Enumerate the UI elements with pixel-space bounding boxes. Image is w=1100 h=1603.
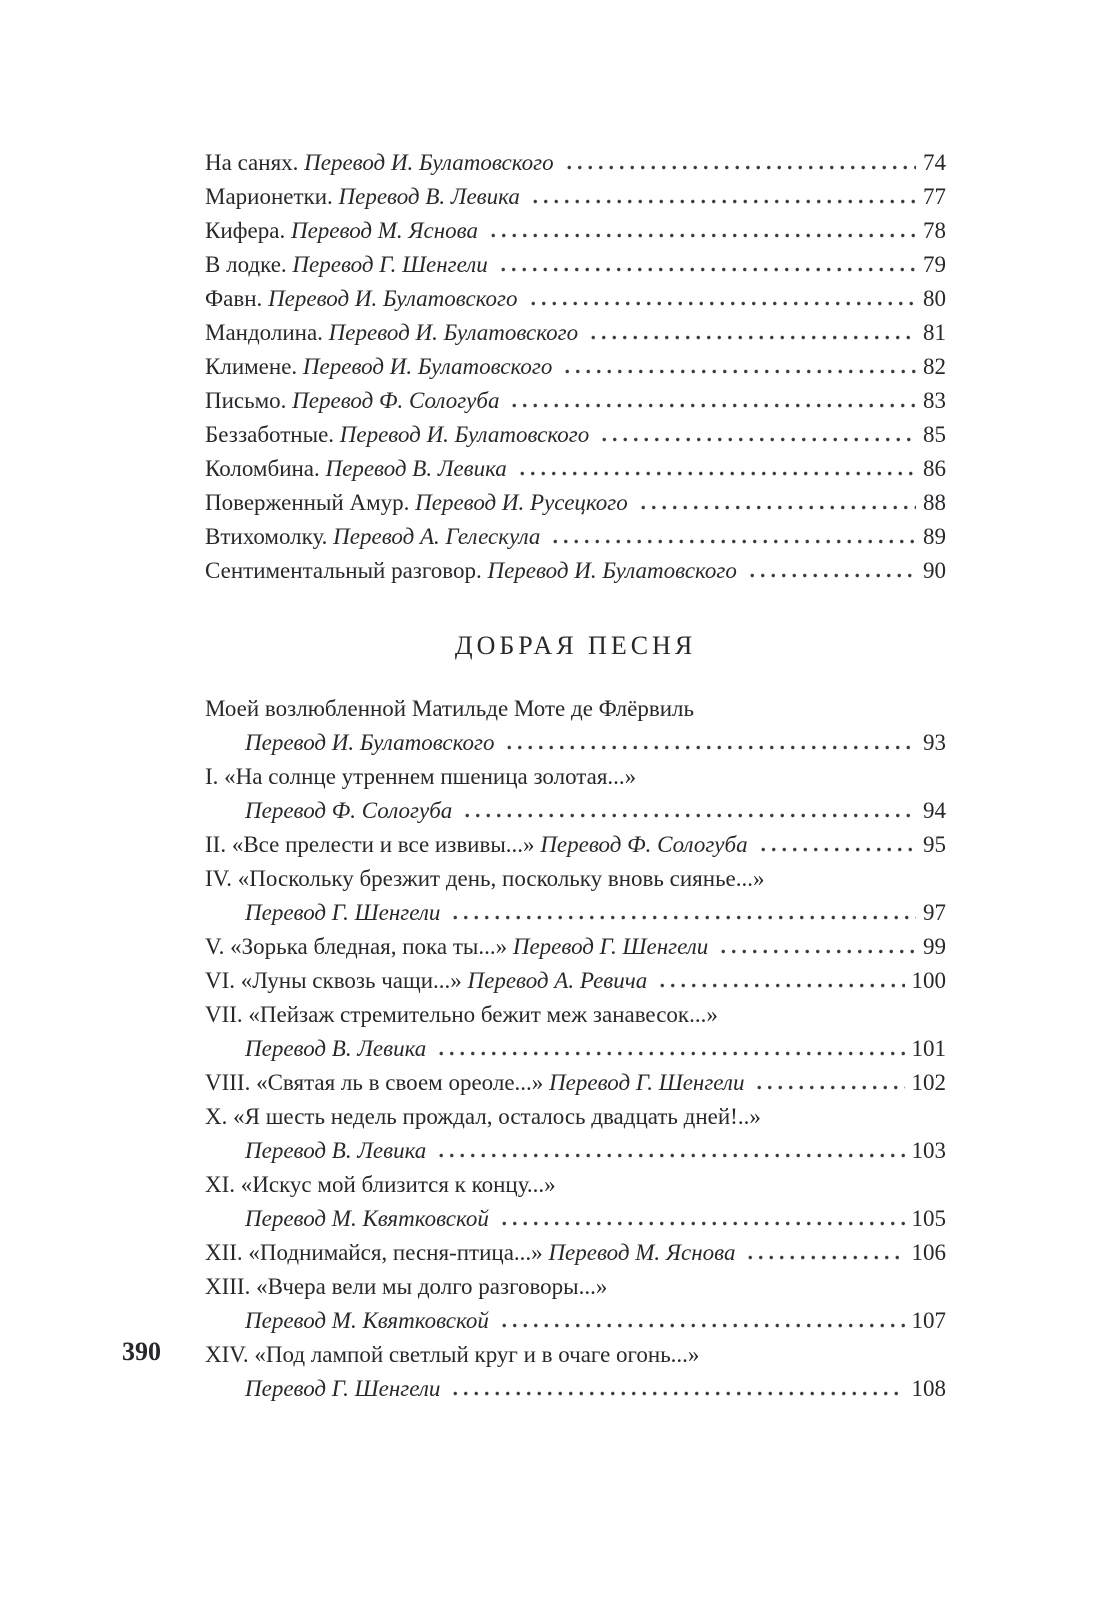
toc-entry [205, 554, 946, 588]
entry-page-number: 106 [911, 1240, 946, 1265]
entry-translator: Перевод М. Квятковской [245, 1308, 489, 1333]
dot-leader [548, 520, 916, 554]
entry-title: Письмо. [205, 388, 287, 413]
entry-translator: Перевод И. Булатовского [302, 354, 553, 379]
entry-title: Беззаботные. [205, 422, 335, 447]
entry-title: Поверженный Амур. [205, 490, 410, 515]
toc-entry [205, 692, 946, 760]
entry-text [205, 146, 554, 180]
entry-page-number: 79 [923, 252, 946, 277]
entry-text [205, 554, 737, 588]
entry-text [205, 930, 708, 964]
entry-translator: Перевод Г. Шенгели [292, 252, 488, 277]
entry-title: Климене. [205, 354, 298, 379]
entry-title: VI. «Луны сквозь чащи...» [205, 968, 462, 993]
entry-translator: Перевод Ф. Сологуба [540, 832, 748, 857]
section-heading: ДОБРАЯ ПЕСНЯ [454, 631, 697, 660]
toc-entry [205, 384, 946, 418]
toc-entry [205, 862, 946, 930]
entry-translator: Перевод Г. Шенгели [549, 1070, 745, 1095]
entry-title: X. «Я шесть недель прождал, осталось двадцать дней!..» [205, 1104, 761, 1129]
toc-entry [205, 760, 946, 828]
entry-translator: Перевод М. Квятковской [245, 1206, 489, 1231]
entry-page-number: 108 [911, 1376, 946, 1401]
entry-text [245, 726, 494, 760]
entry-text [205, 452, 507, 486]
entry-continuation [205, 896, 946, 930]
entry-continuation [205, 1032, 946, 1066]
dot-leader [528, 180, 916, 214]
dot-leader [448, 1372, 904, 1406]
entry-page-number: 83 [923, 388, 946, 413]
entry-title: В лодке. [205, 252, 287, 277]
entry-page-number: 94 [923, 798, 946, 823]
toc-entry [205, 1236, 946, 1270]
entry-text [205, 180, 520, 214]
entry-page-number: 86 [923, 456, 946, 481]
entry-text [205, 486, 628, 520]
entry-title: Сентиментальный разговор. [205, 558, 482, 583]
entry-page-number: 81 [923, 320, 946, 345]
entry-page-number: 80 [923, 286, 946, 311]
entry-text [205, 520, 540, 554]
entry-translator: Перевод М. Яснова [548, 1240, 736, 1265]
entry-translator: Перевод И. Булатовского [268, 286, 518, 311]
entry-title: Фавн. [205, 286, 263, 311]
dot-leader [434, 1032, 904, 1066]
entry-translator: Перевод Г. Шенгели [245, 900, 441, 925]
dot-leader [756, 828, 916, 862]
entry-page-number: 82 [923, 354, 946, 379]
entry-text [205, 1066, 744, 1100]
dot-leader [496, 248, 916, 282]
entry-continuation [205, 794, 946, 828]
entry-text [245, 1372, 440, 1406]
toc-entry [205, 146, 946, 180]
entry-page-number: 97 [923, 900, 946, 925]
entry-translator: Перевод Ф. Сологуба [245, 798, 453, 823]
entry-text [205, 964, 647, 998]
entry-text [205, 418, 589, 452]
dot-leader [752, 1066, 904, 1100]
toc-entry [205, 282, 946, 316]
toc-content [205, 146, 946, 1406]
entry-title: На санях. [205, 150, 299, 175]
entry-text [245, 896, 440, 930]
entry-continuation [205, 1134, 946, 1168]
entry-page-number: 100 [911, 968, 946, 993]
entry-text [205, 828, 748, 862]
entry-title: XII. «Поднимайся, песня-птица...» [205, 1240, 543, 1265]
page-folio: 390 [122, 1337, 161, 1366]
entry-title: Кифера. [205, 218, 286, 243]
entry-translator: Перевод И. Булатовского [487, 558, 737, 583]
entry-text [245, 1032, 426, 1066]
toc-entry [205, 316, 946, 350]
entry-page-number: 105 [911, 1206, 946, 1231]
entry-translator: Перевод И. Булатовского [304, 150, 554, 175]
entry-text [245, 794, 452, 828]
dot-leader [586, 316, 916, 350]
dot-leader [597, 418, 916, 452]
entry-translator: Перевод И. Булатовского [328, 320, 579, 345]
entry-text [245, 1134, 426, 1168]
entry-page-number: 101 [911, 1036, 946, 1061]
entry-page-number: 78 [923, 218, 946, 243]
entry-translator: Перевод И. Булатовского [339, 422, 590, 447]
toc-entry [205, 214, 946, 248]
entry-page-number: 95 [923, 832, 946, 857]
dot-leader [502, 726, 916, 760]
toc-entry [205, 828, 946, 862]
entry-translator: Перевод А. Гелескула [333, 524, 541, 549]
entry-title: I. «На солнце утреннем пшеница золотая...» [205, 764, 637, 789]
entry-title: Втихомолку. [205, 524, 328, 549]
entry-translator: Перевод Г. Шенгели [512, 934, 709, 959]
toc-entry [205, 998, 946, 1066]
entry-page-number: 103 [911, 1138, 946, 1163]
dot-leader [497, 1304, 905, 1338]
entry-text [205, 1236, 735, 1270]
dot-leader [507, 384, 916, 418]
toc-entry [205, 486, 946, 520]
dot-leader [460, 794, 916, 828]
dot-leader [434, 1134, 904, 1168]
entry-translator: Перевод И. Булатовского [245, 730, 495, 755]
toc-entry [205, 180, 946, 214]
dot-leader [743, 1236, 904, 1270]
entry-page-number: 74 [923, 150, 946, 175]
entry-text [205, 316, 578, 350]
entry-title: XIII. «Вчера вели мы долго разговоры...» [205, 1274, 608, 1299]
entry-page-number: 88 [923, 490, 946, 515]
entry-page-number: 85 [923, 422, 946, 447]
entry-translator: Перевод И. Русецкого [415, 490, 628, 515]
entry-continuation [205, 726, 946, 760]
entry-translator: Перевод В. Левика [338, 184, 520, 209]
entry-translator: Перевод Г. Шенгели [245, 1376, 441, 1401]
entry-text [205, 282, 518, 316]
toc-entry [205, 1168, 946, 1236]
dot-leader [526, 282, 916, 316]
entry-title: XIV. «Под лампой светлый круг и в очаге огонь...» [205, 1342, 700, 1367]
entry-title: VII. «Пейзаж стремительно бежит меж занавесок...» [205, 1002, 718, 1027]
entry-title: VIII. «Святая ль в своем ореоле...» [205, 1070, 544, 1095]
entry-page-number: 99 [923, 934, 946, 959]
toc-entry [205, 1338, 946, 1406]
entry-continuation [205, 1304, 946, 1338]
entry-text [245, 1202, 489, 1236]
toc-entry [205, 452, 946, 486]
dot-leader [497, 1202, 905, 1236]
entry-text [205, 248, 488, 282]
entry-translator: Перевод В. Левика [325, 456, 507, 481]
entry-text [205, 214, 478, 248]
entry-translator: Перевод М. Яснова [290, 218, 478, 243]
dot-leader [716, 930, 916, 964]
dot-leader [448, 896, 916, 930]
toc-entry [205, 930, 946, 964]
entry-title: Коломбина. [205, 456, 320, 481]
entry-text [205, 384, 499, 418]
toc-entry [205, 1066, 946, 1100]
toc-entry [205, 1100, 946, 1168]
entry-translator: Перевод Ф. Сологуба [292, 388, 500, 413]
dot-leader [636, 486, 916, 520]
toc-entry [205, 350, 946, 384]
dot-leader [562, 146, 916, 180]
entry-translator: Перевод А. Ревича [467, 968, 648, 993]
entry-title: V. «Зорька бледная, пока ты...» [205, 934, 508, 959]
dot-leader [560, 350, 916, 384]
entry-translator: Перевод В. Левика [245, 1036, 427, 1061]
entry-title: II. «Все прелести и все извивы...» [205, 832, 535, 857]
entry-page-number: 77 [923, 184, 946, 209]
toc-entry [205, 1270, 946, 1338]
entry-title: Марионетки. [205, 184, 333, 209]
toc-entry [205, 964, 946, 998]
entry-continuation [205, 1202, 946, 1236]
dot-leader [515, 452, 916, 486]
entry-title: Мандолина. [205, 320, 323, 345]
toc-entry [205, 248, 946, 282]
entry-title: IV. «Поскольку брезжит день, поскольку вновь сиянье...» [205, 866, 765, 891]
entry-text [245, 1304, 489, 1338]
toc-entry [205, 520, 946, 554]
entry-title: Моей возлюбленной Матильде Моте де Флёрвиль [205, 696, 695, 721]
entry-translator: Перевод В. Левика [245, 1138, 427, 1163]
dot-leader [486, 214, 916, 248]
toc-entry [205, 418, 946, 452]
entry-title: XI. «Искус мой близится к концу...» [205, 1172, 556, 1197]
entry-text [205, 350, 552, 384]
entry-page-number: 90 [923, 558, 946, 583]
entry-page-number: 89 [923, 524, 946, 549]
entry-continuation [205, 1372, 946, 1406]
entry-page-number: 102 [911, 1070, 946, 1095]
dot-leader [655, 964, 904, 998]
entry-page-number: 107 [911, 1308, 946, 1333]
entry-page-number: 93 [923, 730, 946, 755]
dot-leader [745, 554, 916, 588]
